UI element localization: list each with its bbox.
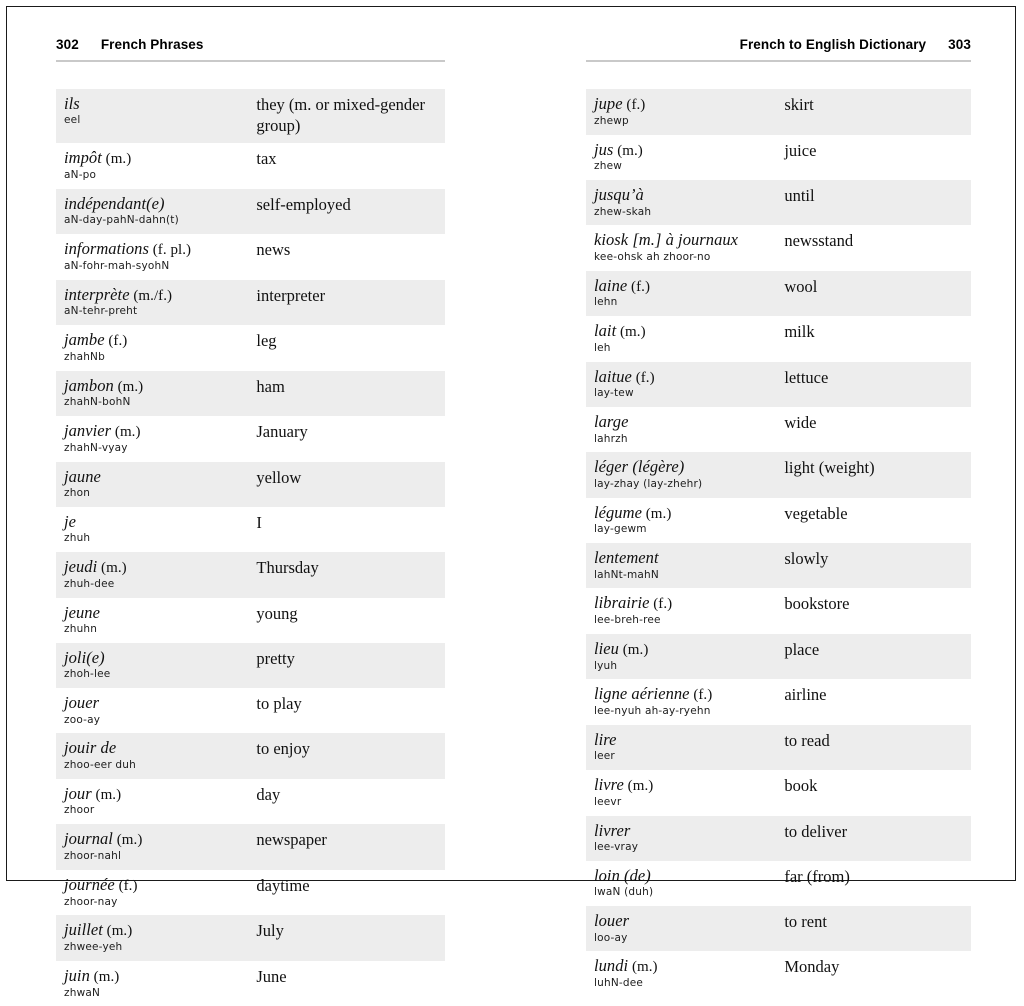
entry-term-cell — [56, 598, 254, 643]
entry-gender-marker: (m.) — [628, 959, 658, 976]
entry-term-cell — [56, 507, 254, 552]
entry-term-cell — [586, 452, 782, 497]
entry-term: ligne aérienne (f.) — [594, 684, 713, 704]
entry-definition: ham — [256, 376, 285, 396]
entry-term: janvier (m.) — [64, 421, 141, 441]
entry-definition: to read — [784, 731, 830, 751]
page-left — [7, 7, 512, 999]
entry-gender-marker: (m.) — [91, 786, 122, 803]
entry-definition-cell — [782, 180, 971, 225]
entry-gender-marker: (m.) — [113, 378, 144, 395]
entry-definition: skirt — [784, 95, 814, 114]
entry-pronunciation: luhN-dee — [594, 977, 644, 990]
entry-pronunciation: lahNt-mahN — [594, 568, 659, 581]
entry-term: livrer — [594, 820, 631, 840]
entry-pronunciation: lwaN (duh) — [594, 886, 654, 899]
running-head-left — [56, 37, 445, 55]
entry-pronunciation: leer — [594, 750, 615, 763]
entry-definition-cell — [254, 416, 445, 462]
entry-pronunciation: loo-ay — [594, 931, 628, 944]
entry-definition-cell — [782, 225, 971, 270]
entry-pronunciation: lee-nyuh ah-ay-ryehn — [594, 705, 711, 718]
entry-term-cell — [56, 779, 254, 825]
dictionary-table-left-body — [56, 89, 445, 1006]
entry-definition-cell — [782, 135, 971, 181]
entry-definition: place — [784, 639, 820, 659]
entry-term: ils — [64, 94, 80, 113]
entry-term: lentement — [594, 548, 659, 568]
entry-gender-marker: (f.) — [649, 596, 673, 613]
dictionary-entry-row — [56, 371, 445, 417]
dictionary-entry-row — [586, 588, 971, 634]
entry-definition-cell — [254, 824, 445, 870]
dictionary-table-left — [56, 89, 445, 1006]
entry-term-cell — [586, 180, 782, 225]
dictionary-entry-row — [586, 89, 971, 135]
entry-term-cell — [56, 462, 254, 507]
page-right — [512, 7, 1017, 990]
entry-term: journal (m.) — [64, 829, 143, 849]
dictionary-entry-row — [586, 362, 971, 408]
dictionary-entry-row — [56, 189, 445, 234]
dictionary-entry-row — [56, 234, 445, 280]
entry-term: laine (f.) — [594, 275, 650, 295]
entry-term: jaune — [64, 466, 101, 486]
entry-definition: I — [256, 512, 262, 532]
entry-term: informations (f. pl.) — [64, 239, 192, 259]
entry-term: indépendant(e) — [64, 193, 165, 213]
entry-definition-cell — [782, 679, 971, 725]
header-rule-left — [56, 60, 445, 62]
running-head-title-right: French to English Dictionary — [739, 37, 927, 52]
entry-pronunciation: zhwaN — [64, 986, 101, 999]
dictionary-entry-row — [56, 779, 445, 825]
dictionary-table-right — [586, 89, 971, 997]
entry-definition: wool — [784, 276, 818, 296]
entry-term-cell — [56, 416, 254, 462]
entry-definition-cell — [782, 271, 971, 317]
entry-term: joli(e) — [64, 647, 105, 667]
entry-definition: pretty — [256, 648, 295, 668]
entry-pronunciation: leh — [594, 341, 611, 354]
dictionary-entry-row — [586, 407, 971, 452]
entry-pronunciation: lee-breh-ree — [594, 614, 661, 627]
entry-definition-cell — [782, 362, 971, 408]
entry-term: jupe (f.) — [594, 94, 646, 113]
entry-term: lire — [594, 730, 617, 750]
running-head-title-left: French Phrases — [100, 37, 204, 52]
entry-gender-marker: (m.) — [102, 923, 133, 940]
entry-gender-marker: (m.) — [613, 142, 643, 159]
dictionary-entry-row — [586, 180, 971, 225]
entry-term-cell — [56, 643, 254, 688]
entry-definition: juice — [784, 140, 817, 160]
entry-pronunciation: lyuh — [594, 659, 618, 672]
entry-pronunciation: lay-tew — [594, 387, 634, 400]
entry-pronunciation: aN-po — [64, 169, 97, 182]
dictionary-entry-row — [56, 280, 445, 326]
entry-term-cell — [56, 733, 254, 778]
entry-pronunciation: zhahN-bohN — [64, 396, 131, 409]
entry-term: juillet (m.) — [64, 920, 133, 940]
entry-definition: they (m. or mixed-gender group) — [256, 95, 425, 135]
entry-definition-cell — [254, 507, 445, 552]
entry-term-cell — [56, 961, 254, 1006]
entry-definition: interpreter — [256, 285, 326, 305]
entry-definition: slowly — [784, 549, 829, 569]
entry-term: laitue (f.) — [594, 366, 655, 386]
entry-term-cell — [56, 280, 254, 326]
entry-term-cell — [586, 225, 782, 270]
entry-pronunciation: lay-gewm — [594, 523, 647, 536]
dictionary-entry-row — [586, 951, 971, 997]
entry-definition-cell — [782, 951, 971, 997]
entry-term: louer — [594, 911, 630, 931]
entry-pronunciation: aN-fohr-mah-syohN — [64, 259, 170, 272]
entry-definition: milk — [784, 322, 815, 342]
page-number-left: 302 — [56, 37, 79, 52]
entry-definition: to enjoy — [256, 739, 310, 759]
entry-definition: July — [256, 921, 284, 941]
entry-term: jouir de — [64, 738, 117, 758]
dictionary-entry-row — [586, 634, 971, 680]
entry-pronunciation: kee-ohsk ah zhoor-no — [594, 250, 711, 263]
running-head-right — [586, 37, 971, 55]
entry-term-cell — [586, 861, 782, 906]
entry-term: librairie (f.) — [594, 593, 673, 613]
entry-term: jour (m.) — [64, 783, 122, 803]
entry-term-cell — [586, 725, 782, 770]
entry-term: interprète (m./f.) — [64, 284, 173, 304]
dictionary-entry-row — [56, 462, 445, 507]
dictionary-entry-row — [586, 543, 971, 588]
entry-definition: lettuce — [784, 367, 829, 387]
entry-pronunciation: zhoor — [64, 804, 95, 817]
dictionary-table-right-body — [586, 89, 971, 997]
entry-gender-marker: (m.) — [111, 424, 141, 441]
entry-definition-cell — [254, 234, 445, 280]
dictionary-entry-row — [56, 961, 445, 1006]
entry-definition: June — [256, 966, 287, 986]
dictionary-entry-row — [56, 325, 445, 371]
entry-pronunciation: lee-vray — [594, 841, 639, 854]
entry-pronunciation: zoo-ay — [64, 713, 101, 726]
entry-definition-cell — [254, 462, 445, 507]
entry-pronunciation: zhewp — [594, 114, 629, 127]
entry-term-cell — [56, 688, 254, 733]
entry-term-cell — [586, 316, 782, 362]
entry-definition: wide — [784, 413, 817, 433]
entry-definition: far (from) — [784, 867, 850, 886]
dictionary-entry-row — [56, 552, 445, 598]
entry-term-cell — [586, 407, 782, 452]
entry-term-cell — [586, 498, 782, 544]
entry-term: juin (m.) — [64, 965, 120, 985]
entry-pronunciation: lehn — [594, 296, 618, 309]
entry-term-cell — [586, 588, 782, 634]
entry-gender-marker: (m.) — [641, 505, 672, 522]
entry-definition: January — [256, 422, 308, 442]
entry-term-cell — [586, 89, 782, 135]
entry-definition-cell — [254, 915, 445, 961]
entry-gender-marker: (m.) — [623, 778, 654, 795]
entry-definition-cell — [782, 634, 971, 680]
dictionary-entry-row — [586, 816, 971, 861]
entry-definition: self-employed — [256, 194, 351, 214]
dictionary-entry-row — [56, 870, 445, 916]
entry-definition-cell — [254, 552, 445, 598]
entry-definition-cell — [782, 861, 971, 906]
entry-pronunciation: zhahN-vyay — [64, 442, 128, 454]
entry-term: lundi (m.) — [594, 956, 658, 976]
entry-term-cell — [586, 271, 782, 317]
entry-definition-cell — [254, 89, 445, 143]
entry-definition-cell — [782, 89, 971, 135]
entry-definition: to play — [256, 694, 302, 714]
entry-term: journée (f.) — [64, 874, 138, 894]
entry-term-cell — [586, 770, 782, 816]
entry-definition: leg — [256, 331, 277, 351]
entry-gender-marker: (f.) — [622, 97, 646, 113]
book-page-frame — [6, 6, 1016, 999]
dictionary-entry-row — [586, 316, 971, 362]
entry-term: jus (m.) — [594, 139, 643, 159]
entry-definition: Thursday — [256, 558, 319, 578]
dictionary-entry-row — [56, 598, 445, 643]
entry-definition-cell — [782, 316, 971, 362]
entry-gender-marker: (m.) — [616, 324, 646, 341]
entry-definition: newspaper — [256, 830, 327, 850]
entry-definition-cell — [254, 779, 445, 825]
entry-pronunciation: zhuh — [64, 532, 91, 545]
dictionary-entry-row — [586, 271, 971, 317]
dictionary-entry-row — [586, 225, 971, 270]
entry-definition: young — [256, 603, 298, 623]
entry-definition-cell — [782, 725, 971, 770]
entry-term-cell — [56, 143, 254, 189]
entry-gender-marker: (f.) — [104, 333, 128, 350]
entry-term-cell — [56, 89, 254, 143]
entry-term-cell — [56, 824, 254, 870]
entry-definition: day — [256, 784, 281, 804]
entry-term-cell — [56, 552, 254, 598]
entry-definition-cell — [782, 543, 971, 588]
entry-term: lieu (m.) — [594, 638, 649, 658]
entry-definition-cell — [254, 280, 445, 326]
entry-term: je — [64, 511, 77, 531]
entry-term: jouer — [64, 693, 100, 713]
entry-term-cell — [586, 362, 782, 408]
entry-definition-cell — [782, 906, 971, 951]
entry-term: légume (m.) — [594, 502, 672, 522]
entry-definition-cell — [254, 733, 445, 778]
entry-term-cell — [586, 679, 782, 725]
entry-definition: to deliver — [784, 821, 848, 841]
dictionary-entry-row — [586, 679, 971, 725]
dictionary-entry-row — [586, 861, 971, 906]
entry-pronunciation: zhoo-eer duh — [64, 758, 136, 771]
book-spread — [7, 7, 1015, 999]
entry-term-cell — [56, 870, 254, 916]
entry-gender-marker: (f. pl.) — [148, 242, 192, 259]
entry-pronunciation: lahrzh — [594, 432, 628, 445]
entry-definition: Monday — [784, 957, 840, 977]
entry-definition-cell — [782, 452, 971, 497]
entry-definition-cell — [254, 325, 445, 371]
entry-gender-marker: (m./f.) — [129, 287, 173, 304]
entry-term-cell — [586, 951, 782, 997]
entry-definition-cell — [782, 588, 971, 634]
entry-term: jusqu’à — [594, 185, 644, 205]
entry-pronunciation: leevr — [594, 796, 622, 809]
dictionary-entry-row — [56, 507, 445, 552]
dictionary-entry-row — [56, 143, 445, 189]
entry-gender-marker: (m.) — [618, 641, 649, 658]
entry-pronunciation: zhoor-nay — [64, 895, 118, 908]
entry-definition-cell — [254, 643, 445, 688]
entry-term-cell — [56, 371, 254, 417]
entry-definition-cell — [782, 816, 971, 861]
entry-pronunciation: aN-tehr-preht — [64, 305, 138, 318]
entry-pronunciation: zhon — [64, 487, 91, 500]
entry-term-cell — [586, 135, 782, 181]
entry-gender-marker: (f.) — [114, 877, 138, 894]
entry-gender-marker: (m.) — [97, 560, 127, 577]
entry-gender-marker: (f.) — [631, 369, 655, 386]
entry-term: kiosk [m.] à journaux — [594, 230, 739, 250]
entry-term: jambe (f.) — [64, 330, 128, 350]
dictionary-entry-row — [586, 452, 971, 497]
entry-gender-marker: (f.) — [689, 687, 713, 704]
entry-definition-cell — [254, 143, 445, 189]
entry-term: jambon (m.) — [64, 375, 144, 395]
entry-term: impôt (m.) — [64, 148, 132, 168]
entry-pronunciation: zhoh-lee — [64, 668, 111, 681]
entry-definition-cell — [254, 961, 445, 1006]
entry-definition: until — [784, 186, 815, 206]
dictionary-entry-row — [56, 643, 445, 688]
entry-definition-cell — [254, 189, 445, 234]
entry-term: jeune — [64, 602, 100, 622]
entry-term: léger (légère) — [594, 457, 685, 477]
page-number-right: 303 — [948, 37, 971, 52]
entry-gender-marker: (m.) — [101, 151, 132, 168]
entry-pronunciation: zhuhn — [64, 623, 98, 636]
entry-term: loin (de) — [594, 866, 651, 885]
entry-definition-cell — [254, 598, 445, 643]
entry-pronunciation: eel — [64, 114, 81, 127]
entry-definition-cell — [254, 371, 445, 417]
entry-definition: light (weight) — [784, 458, 875, 478]
entry-pronunciation: zhuh-dee — [64, 577, 115, 590]
entry-term-cell — [56, 915, 254, 961]
entry-definition: bookstore — [784, 594, 850, 614]
entry-definition: newsstand — [784, 231, 854, 251]
entry-pronunciation: zhoor-nahl — [64, 849, 122, 862]
entry-definition-cell — [782, 407, 971, 452]
entry-term-cell — [56, 325, 254, 371]
entry-definition: to rent — [784, 912, 827, 932]
dictionary-entry-row — [586, 906, 971, 951]
dictionary-entry-row — [56, 688, 445, 733]
entry-definition: news — [256, 240, 291, 260]
entry-term: jeudi (m.) — [64, 557, 127, 577]
entry-pronunciation: zhwee-yeh — [64, 941, 123, 954]
entry-definition-cell — [782, 498, 971, 544]
dictionary-entry-row — [56, 416, 445, 462]
entry-definition-cell — [782, 770, 971, 816]
dictionary-entry-row — [56, 89, 445, 143]
entry-term-cell — [56, 234, 254, 280]
entry-term: large — [594, 412, 629, 432]
entry-gender-marker: (f.) — [627, 278, 650, 295]
entry-gender-marker: (m.) — [89, 968, 120, 985]
dictionary-entry-row — [586, 498, 971, 544]
dictionary-entry-row — [56, 915, 445, 961]
entry-definition: airline — [784, 685, 827, 705]
dictionary-entry-row — [586, 135, 971, 181]
header-rule-right — [586, 60, 971, 62]
entry-definition-cell — [254, 870, 445, 916]
entry-definition: yellow — [256, 467, 302, 487]
entry-term: lait (m.) — [594, 321, 646, 341]
entry-definition: vegetable — [784, 503, 848, 523]
entry-definition-cell — [254, 688, 445, 733]
entry-pronunciation: aN-day-pahN-dahn(t) — [64, 214, 179, 227]
entry-term: livre (m.) — [594, 775, 654, 795]
entry-definition: tax — [256, 149, 277, 169]
entry-term-cell — [586, 816, 782, 861]
entry-definition: daytime — [256, 875, 310, 895]
entry-pronunciation: zhew-skah — [594, 205, 652, 218]
dictionary-entry-row — [56, 824, 445, 870]
entry-gender-marker: (m.) — [112, 832, 143, 849]
dictionary-entry-row — [56, 733, 445, 778]
entry-term-cell — [56, 189, 254, 234]
entry-term-cell — [586, 543, 782, 588]
dictionary-entry-row — [586, 725, 971, 770]
entry-definition: book — [784, 776, 818, 796]
dictionary-entry-row — [586, 770, 971, 816]
entry-pronunciation: zhahNb — [64, 350, 105, 363]
entry-term-cell — [586, 634, 782, 680]
entry-pronunciation: lay-zhay (lay-zhehr) — [594, 477, 703, 490]
entry-term-cell — [586, 906, 782, 951]
entry-pronunciation: zhew — [594, 160, 623, 173]
